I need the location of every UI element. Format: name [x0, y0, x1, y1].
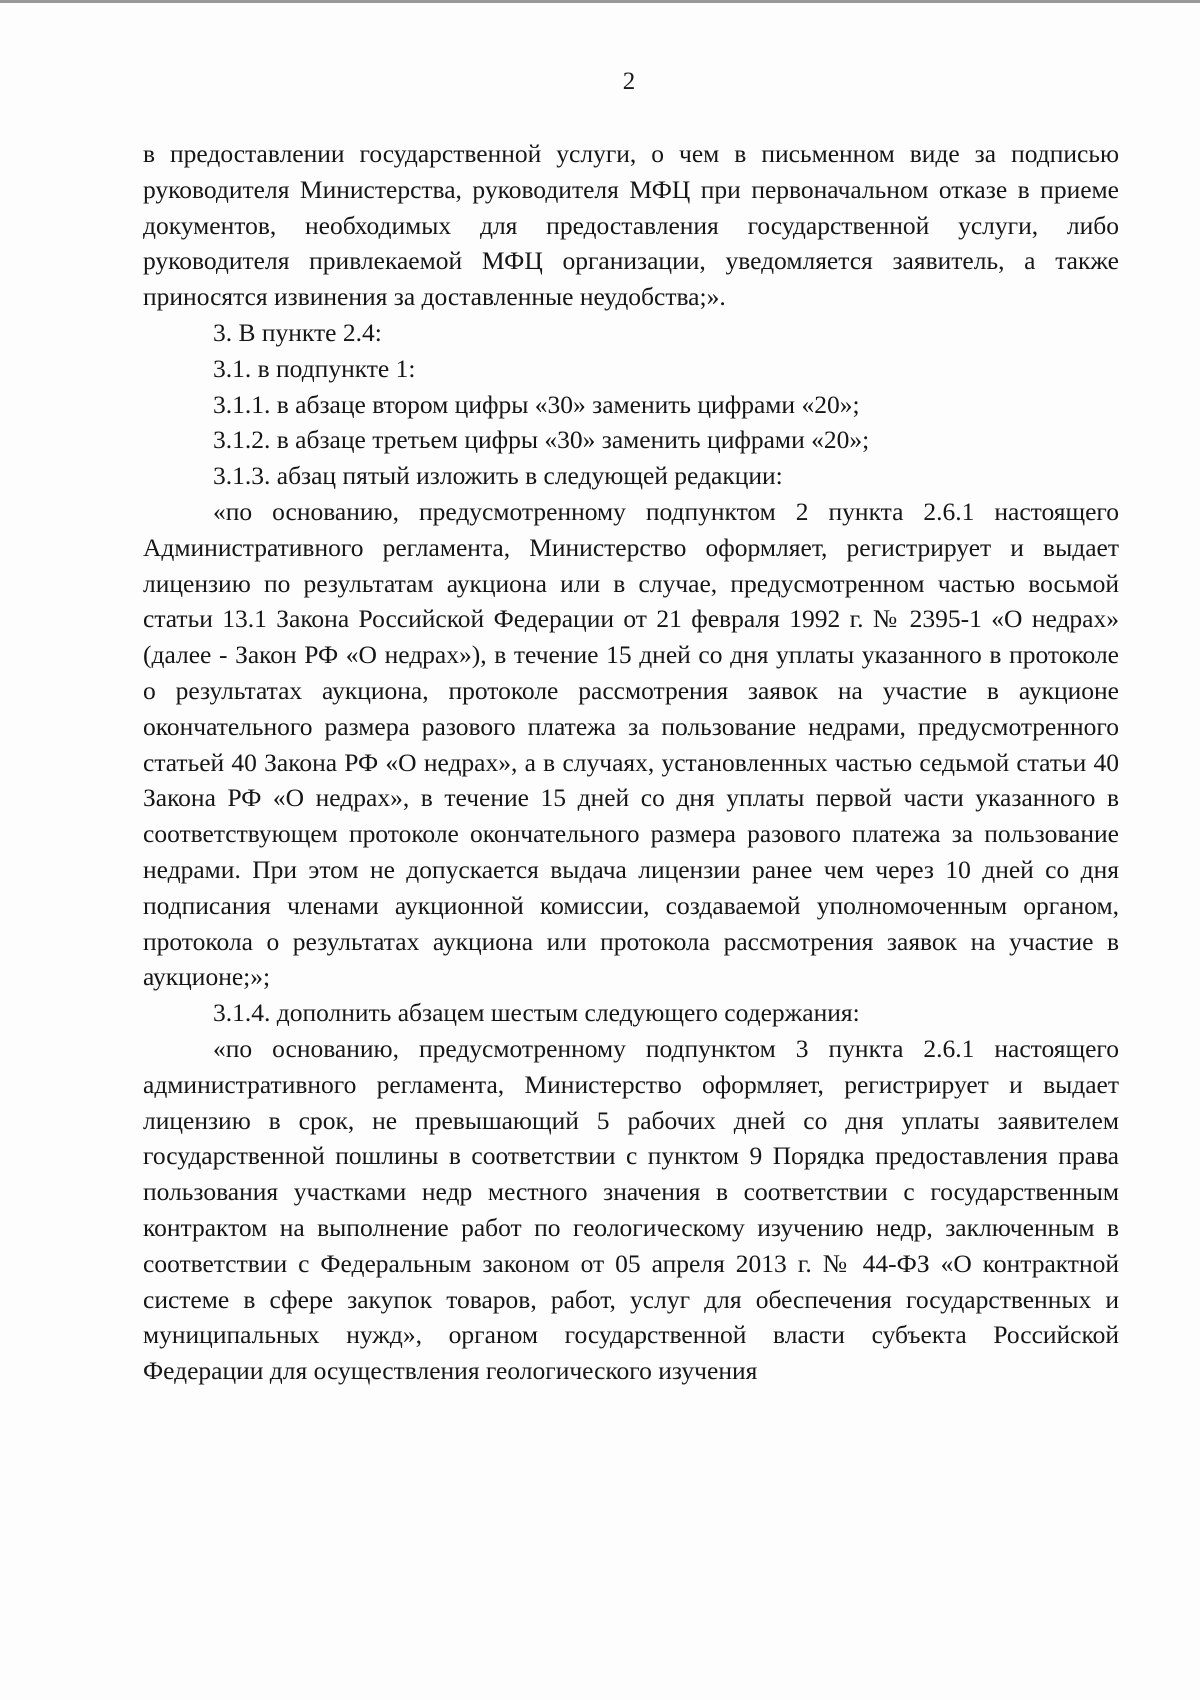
- paragraph-continuation: в предоставлении государственной услуги, о чем в письменном виде за подписью руководителя Министерства, руководителя МФЦ при первоначальном отказе в приеме документов, необходимых для предоставления государственной услуги, либо руководителя привлекаемой МФЦ организации, уведомляется заявитель, а также приносятся извинения за доставленные неудобства;».: [143, 139, 1119, 312]
- paragraph-item-3-1-4: 3.1.4. дополнить абзацем шестым следующего содержания:: [213, 998, 860, 1028]
- paragraph-item-3: 3. В пункте 2.4:: [213, 317, 382, 347]
- document-body: [143, 136, 1119, 1389]
- paragraph-item-3-1-3: 3.1.3. абзац пятый изложить в следующей редакции:: [213, 461, 783, 491]
- paragraph-item-3-1: 3.1. в подпункте 1:: [213, 353, 416, 383]
- paragraph-item-3-1-2: 3.1.2. в абзаце третьем цифры «30» заменить цифрами «20»;: [213, 425, 870, 455]
- paragraph-quote-sixth-abzac: «по основанию, предусмотренному подпунктом 3 пункта 2.6.1 настоящего административного регламента, Министерство оформляет, регистрирует и выдает лицензию в срок, не превышающий 5 рабочих дней со дня уплаты заявителем государственной пошлины в соответствии с пунктом 9 Порядка предоставления права пользования участками недр местного значения в соответствии с государственным контрактом на выполнение работ по геологическому изучению недр, заключенным в соответствии с Федеральным законом от 05 апреля 2013 г. № 44-ФЗ «О контрактной системе в сфере закупок товаров, работ, услуг для обеспечения государственных и муниципальных нужд», органом государственной власти субъекта Российской Федерации для осуществления геологического изучения: [143, 1033, 1119, 1386]
- scan-top-edge: [0, 0, 1200, 3]
- page-number: 2: [622, 68, 636, 95]
- paragraph-item-3-1-1: 3.1.1. в абзаце втором цифры «30» заменить цифрами «20»;: [213, 389, 860, 419]
- paragraph-quote-fifth-abzac: «по основанию, предусмотренному подпунктом 2 пункта 2.6.1 настоящего Административного регламента, Министерство оформляет, регистрирует и выдает лицензию по результатам аукциона или в случае, предусмотренном частью восьмой статьи 13.1 Закона Российской Федерации от 21 февраля 1992 г. № 2395-1 «О недрах» (далее - Закон РФ «О недрах»), в течение 15 дней со дня уплаты указанного в протоколе о результатах аукциона, протоколе рассмотрения заявок на участие в аукционе окончательного размера разового платежа за пользование недрами, предусмотренного статьей 40 Закона РФ «О недрах», а в случаях, установленных частью седьмой статьи 40 Закона РФ «О недрах», в течение 15 дней со дня уплаты первой части указанного в соответствующем протоколе окончательного размера разового платежа за пользование недрами. При этом не допускается выдача лицензии ранее чем через 10 дней со дня подписания членами аукционной комиссии, создаваемой уполномоченным органом, протокола о результатах аукциона или протокола рассмотрения заявок на участие в аукционе;»;: [143, 496, 1119, 992]
